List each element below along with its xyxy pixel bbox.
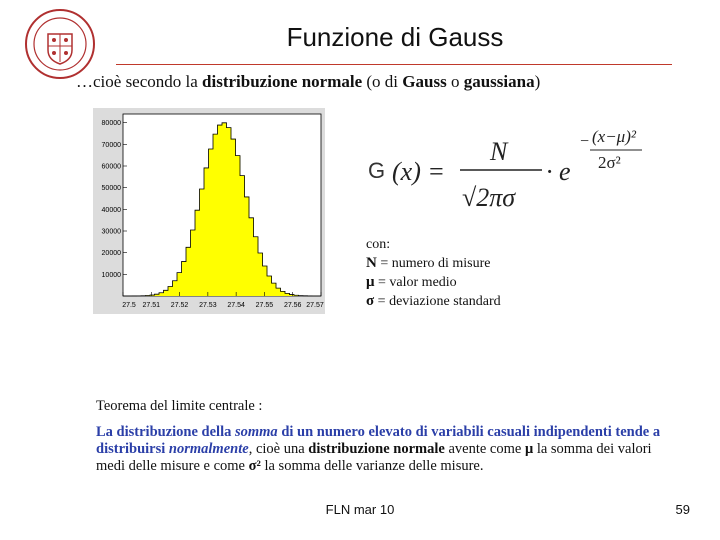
theorem-part: di un numero elevato di variabili casuali indipendenti tende a distribuirsi (96, 424, 661, 457)
intro-bold-gauss: Gauss (402, 72, 447, 91)
histogram-bar (200, 189, 205, 296)
x-tick-label: 27.52 (170, 302, 189, 309)
histogram-bar (249, 218, 254, 296)
legend-symbol: σ (366, 293, 375, 309)
intro-prefix: …cioè secondo la (76, 72, 203, 91)
intro-line (76, 72, 540, 92)
histogram-bar (159, 293, 164, 296)
university-seal (24, 8, 96, 80)
legend-symbol: μ (366, 274, 375, 290)
histogram-bar (182, 262, 187, 296)
x-tick-label: 27.53 (199, 302, 217, 309)
page-number: 59 (675, 502, 690, 517)
histogram-bar (173, 281, 178, 296)
histogram-bar (245, 197, 250, 296)
histogram-bar (240, 176, 245, 296)
theorem-part: la somma dei valori medi delle misure e come (96, 441, 652, 474)
histogram-bar (258, 253, 263, 296)
histogram-bar (213, 134, 218, 296)
histogram-bar (263, 266, 268, 296)
x-tick-label: 27.51 (142, 302, 161, 309)
histogram-bar (272, 283, 277, 296)
intro-mid: (o di (362, 72, 403, 91)
histogram-bar (231, 139, 236, 296)
exponent-denominator: 2σ² (598, 153, 621, 172)
histogram-bar (236, 156, 241, 296)
histogram-bar (186, 247, 191, 296)
exponent-numerator: (x−μ)² (592, 127, 636, 146)
legend-item-n (366, 254, 501, 273)
histogram-bar (222, 123, 227, 296)
x-tick-label: 27.54 (227, 302, 245, 309)
theorem-part-somma: somma (234, 424, 278, 440)
histogram-bar (218, 125, 223, 296)
intro-bold-normale: distribuzione normale (202, 72, 363, 91)
histogram-bar (276, 288, 281, 296)
theorem-part: , cioè una (248, 441, 309, 457)
histogram-bar (209, 149, 214, 296)
legend-symbol: N (366, 255, 377, 271)
formula-lhs: G (368, 158, 386, 183)
exponent-minus: − (580, 133, 590, 150)
y-tick-label: 20000 (101, 250, 121, 258)
histogram-bar (195, 210, 200, 296)
histogram-bar (281, 291, 286, 296)
theorem-title: Teorema del limite centrale : (96, 398, 263, 414)
y-tick-label: 30000 (101, 228, 121, 236)
y-tick-label: 60000 (101, 163, 121, 171)
intro-bold-gaussiana: gaussiana (463, 72, 535, 91)
theorem-part: avente come (444, 441, 525, 457)
legend-text: = deviazione standard (374, 294, 501, 309)
y-tick-label: 70000 (101, 141, 121, 149)
histogram-bar (164, 290, 169, 296)
theorem-part-normalmente: normalmente (168, 441, 249, 457)
formula-argument: (x) = (392, 157, 445, 186)
theorem-text (96, 424, 676, 475)
gaussian-histogram (93, 108, 325, 314)
legend-text: = valor medio (374, 275, 457, 290)
x-tick-label: 27.57 (306, 302, 324, 309)
y-tick-label: 40000 (101, 206, 121, 214)
intro-mid2: o (446, 72, 464, 91)
theorem-part: La distribuzione della (96, 424, 235, 440)
legend-item-sigma (366, 292, 501, 311)
theorem-part: la somma delle varianze delle misure. (260, 458, 484, 474)
formula-numerator: N (490, 137, 508, 166)
x-tick-label: 27.5 (122, 302, 136, 309)
slide-title: Funzione di Gauss (286, 22, 504, 52)
y-tick-label: 10000 (101, 271, 121, 279)
formula-denominator: √2πσ (462, 183, 516, 212)
histogram-bar (168, 286, 173, 296)
legend-item-mu (366, 273, 501, 292)
histogram-bar (191, 230, 196, 296)
y-tick-label: 50000 (101, 185, 121, 193)
theorem-part-distribuzione: distribuzione normale (308, 441, 445, 457)
footer-text: FLN mar 10 (325, 502, 395, 517)
theorem-part-mu: μ (524, 441, 534, 457)
legend-heading: con: (366, 237, 391, 252)
symbol-legend (366, 236, 501, 311)
x-tick-label: 27.55 (255, 302, 274, 309)
title-divider (116, 64, 672, 65)
legend-text: = numero di misure (376, 256, 491, 271)
y-tick-label: 80000 (101, 120, 121, 128)
histogram-bar (204, 168, 209, 296)
intro-suffix: ) (534, 72, 541, 91)
histogram-bar (254, 237, 259, 296)
histogram-bar (267, 276, 272, 296)
x-tick-label: 27.56 (283, 302, 302, 309)
formula-exponential: · e (546, 157, 571, 186)
gauss-formula (362, 126, 682, 226)
histogram-bar (227, 128, 232, 296)
theorem-part-sigma2: σ² (248, 458, 261, 474)
